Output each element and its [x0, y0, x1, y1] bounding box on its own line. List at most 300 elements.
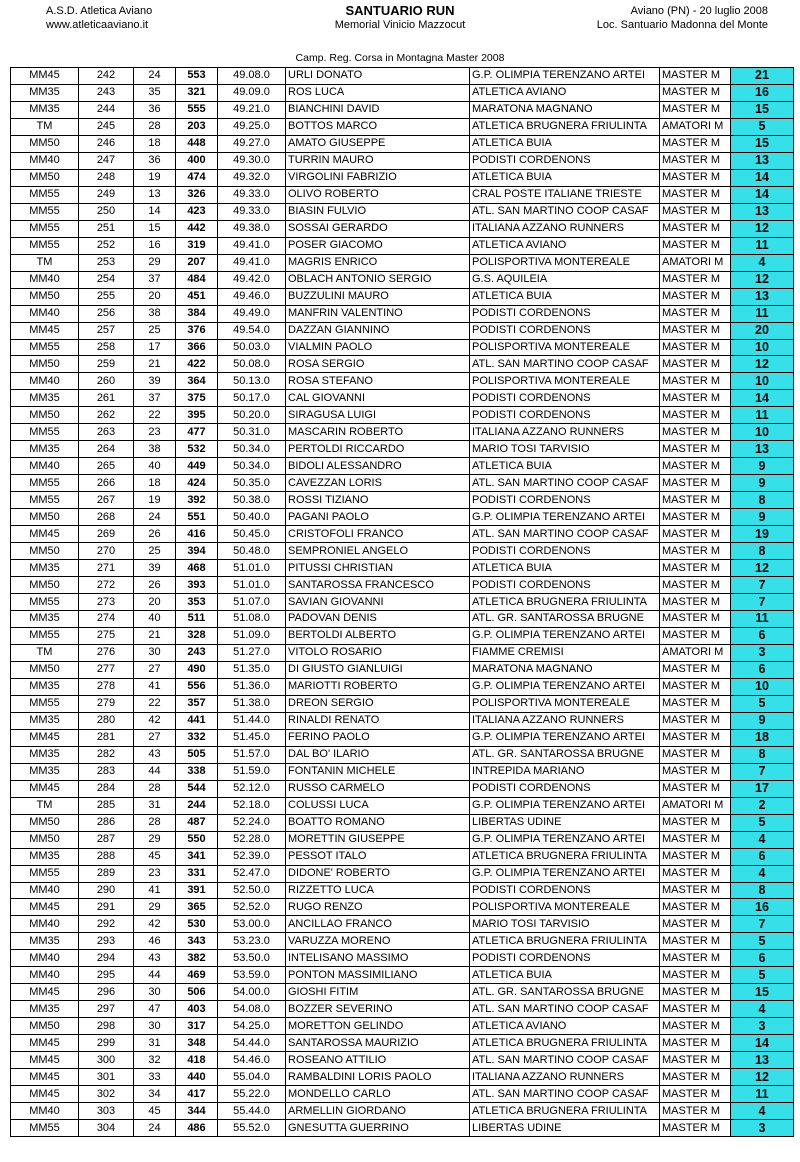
class-cell: AMATORI M	[660, 644, 731, 661]
category-position-cell: 28	[134, 814, 176, 831]
points-cell: 12	[731, 220, 794, 237]
overall-position-cell: 255	[79, 288, 134, 305]
class-cell: MASTER M	[660, 186, 731, 203]
category-position-cell: 24	[134, 68, 176, 85]
athlete-name-cell: POSER GIACOMO	[286, 237, 470, 254]
time-cell: 52.24.0	[218, 814, 286, 831]
points-cell: 21	[731, 68, 794, 85]
bib-number-cell: 555	[176, 101, 218, 118]
bib-number-cell: 207	[176, 254, 218, 271]
points-cell: 3	[731, 1120, 794, 1137]
table-row	[11, 152, 794, 169]
category-position-cell: 30	[134, 984, 176, 1001]
athlete-name-cell: SOSSAI GERARDO	[286, 220, 470, 237]
bib-number-cell: 551	[176, 509, 218, 526]
time-cell: 55.44.0	[218, 1103, 286, 1120]
overall-position-cell: 304	[79, 1120, 134, 1137]
time-cell: 51.45.0	[218, 729, 286, 746]
overall-position-cell: 264	[79, 441, 134, 458]
table-row	[11, 899, 794, 916]
overall-position-cell: 257	[79, 322, 134, 339]
overall-position-cell: 299	[79, 1035, 134, 1052]
points-cell: 9	[731, 458, 794, 475]
category-cell: MM50	[11, 509, 79, 526]
athlete-name-cell: ANCILLAO FRANCO	[286, 916, 470, 933]
athlete-name-cell: TURRIN MAURO	[286, 152, 470, 169]
points-cell: 11	[731, 305, 794, 322]
table-row	[11, 577, 794, 594]
team-cell: CRAL POSTE ITALIANE TRIESTE	[470, 186, 660, 203]
athlete-name-cell: ROSEANO ATTILIO	[286, 1052, 470, 1069]
points-cell: 5	[731, 118, 794, 135]
class-cell: MASTER M	[660, 101, 731, 118]
points-cell: 20	[731, 322, 794, 339]
category-position-cell: 23	[134, 424, 176, 441]
table-row	[11, 458, 794, 475]
category-position-cell: 24	[134, 509, 176, 526]
category-cell: MM40	[11, 373, 79, 390]
table-row	[11, 1103, 794, 1120]
athlete-name-cell: VARUZZA MORENO	[286, 933, 470, 950]
category-position-cell: 37	[134, 271, 176, 288]
athlete-name-cell: BOTTOS MARCO	[286, 118, 470, 135]
bib-number-cell: 544	[176, 780, 218, 797]
bib-number-cell: 505	[176, 746, 218, 763]
category-cell: MM35	[11, 560, 79, 577]
athlete-name-cell: RUGO RENZO	[286, 899, 470, 916]
class-cell: MASTER M	[660, 152, 731, 169]
category-position-cell: 19	[134, 169, 176, 186]
team-cell: ATL. GR. SANTAROSSA BRUGNE	[470, 984, 660, 1001]
class-cell: MASTER M	[660, 407, 731, 424]
class-cell: MASTER M	[660, 1001, 731, 1018]
points-cell: 13	[731, 1052, 794, 1069]
bib-number-cell: 422	[176, 356, 218, 373]
time-cell: 52.50.0	[218, 882, 286, 899]
team-cell: G.P. OLIMPIA TERENZANO ARTEI	[470, 627, 660, 644]
team-cell: PODISTI CORDENONS	[470, 305, 660, 322]
bib-number-cell: 532	[176, 441, 218, 458]
category-position-cell: 43	[134, 950, 176, 967]
overall-position-cell: 267	[79, 492, 134, 509]
athlete-name-cell: VIALMIN PAOLO	[286, 339, 470, 356]
team-cell: PODISTI CORDENONS	[470, 780, 660, 797]
category-position-cell: 25	[134, 322, 176, 339]
team-cell: ATLETICA BRUGNERA FRIULINTA	[470, 118, 660, 135]
category-position-cell: 33	[134, 1069, 176, 1086]
category-cell: MM40	[11, 458, 79, 475]
time-cell: 49.30.0	[218, 152, 286, 169]
table-row	[11, 356, 794, 373]
bib-number-cell: 357	[176, 695, 218, 712]
bib-number-cell: 341	[176, 848, 218, 865]
athlete-name-cell: AMATO GIUSEPPE	[286, 135, 470, 152]
category-cell: MM55	[11, 339, 79, 356]
athlete-name-cell: RAMBALDINI LORIS PAOLO	[286, 1069, 470, 1086]
bib-number-cell: 244	[176, 797, 218, 814]
athlete-name-cell: BOATTO ROMANO	[286, 814, 470, 831]
table-row	[11, 1018, 794, 1035]
points-cell: 9	[731, 712, 794, 729]
time-cell: 50.34.0	[218, 441, 286, 458]
team-cell: ATL. SAN MARTINO COOP CASAF	[470, 475, 660, 492]
points-cell: 9	[731, 475, 794, 492]
team-cell: ATLETICA BRUGNERA FRIULINTA	[470, 1103, 660, 1120]
class-cell: MASTER M	[660, 305, 731, 322]
bib-number-cell: 353	[176, 594, 218, 611]
athlete-name-cell: GNESUTTA GUERRINO	[286, 1120, 470, 1137]
time-cell: 49.25.0	[218, 118, 286, 135]
category-cell: MM35	[11, 101, 79, 118]
points-cell: 8	[731, 492, 794, 509]
athlete-name-cell: ROSA STEFANO	[286, 373, 470, 390]
class-cell: MASTER M	[660, 1103, 731, 1120]
category-cell: MM50	[11, 356, 79, 373]
bib-number-cell: 375	[176, 390, 218, 407]
bib-number-cell: 403	[176, 1001, 218, 1018]
category-cell: MM45	[11, 984, 79, 1001]
team-cell: POLISPORTIVA MONTEREALE	[470, 254, 660, 271]
table-row	[11, 1120, 794, 1137]
class-cell: MASTER M	[660, 526, 731, 543]
bib-number-cell: 530	[176, 916, 218, 933]
time-cell: 52.52.0	[218, 899, 286, 916]
team-cell: ATLETICA BUIA	[470, 169, 660, 186]
time-cell: 50.48.0	[218, 543, 286, 560]
category-position-cell: 34	[134, 1086, 176, 1103]
bib-number-cell: 441	[176, 712, 218, 729]
athlete-name-cell: RIZZETTO LUCA	[286, 882, 470, 899]
athlete-name-cell: PAGANI PAOLO	[286, 509, 470, 526]
overall-position-cell: 282	[79, 746, 134, 763]
category-position-cell: 21	[134, 356, 176, 373]
athlete-name-cell: MONDELLO CARLO	[286, 1086, 470, 1103]
athlete-name-cell: PESSOT ITALO	[286, 848, 470, 865]
overall-position-cell: 242	[79, 68, 134, 85]
time-cell: 49.09.0	[218, 84, 286, 101]
overall-position-cell: 290	[79, 882, 134, 899]
table-row	[11, 1052, 794, 1069]
overall-position-cell: 244	[79, 101, 134, 118]
category-position-cell: 41	[134, 678, 176, 695]
class-cell: MASTER M	[660, 729, 731, 746]
points-cell: 11	[731, 237, 794, 254]
points-cell: 16	[731, 899, 794, 916]
team-cell: PODISTI CORDENONS	[470, 492, 660, 509]
overall-position-cell: 251	[79, 220, 134, 237]
points-cell: 18	[731, 729, 794, 746]
team-cell: ATL. SAN MARTINO COOP CASAF	[470, 526, 660, 543]
class-cell: MASTER M	[660, 390, 731, 407]
class-cell: MASTER M	[660, 933, 731, 950]
points-cell: 10	[731, 678, 794, 695]
bib-number-cell: 440	[176, 1069, 218, 1086]
category-position-cell: 44	[134, 967, 176, 984]
bib-number-cell: 331	[176, 865, 218, 882]
time-cell: 50.08.0	[218, 356, 286, 373]
category-position-cell: 37	[134, 390, 176, 407]
overall-position-cell: 285	[79, 797, 134, 814]
points-cell: 7	[731, 763, 794, 780]
points-cell: 14	[731, 1035, 794, 1052]
category-cell: MM40	[11, 950, 79, 967]
team-cell: ATLETICA BRUGNERA FRIULINTA	[470, 933, 660, 950]
table-row	[11, 780, 794, 797]
bib-number-cell: 319	[176, 237, 218, 254]
bib-number-cell: 442	[176, 220, 218, 237]
bib-number-cell: 400	[176, 152, 218, 169]
category-position-cell: 47	[134, 1001, 176, 1018]
points-cell: 13	[731, 441, 794, 458]
table-row	[11, 916, 794, 933]
class-cell: MASTER M	[660, 560, 731, 577]
overall-position-cell: 268	[79, 509, 134, 526]
category-cell: MM50	[11, 831, 79, 848]
athlete-name-cell: DREON SERGIO	[286, 695, 470, 712]
points-cell: 12	[731, 271, 794, 288]
overall-position-cell: 279	[79, 695, 134, 712]
overall-position-cell: 303	[79, 1103, 134, 1120]
time-cell: 53.59.0	[218, 967, 286, 984]
class-cell: MASTER M	[660, 984, 731, 1001]
bib-number-cell: 394	[176, 543, 218, 560]
time-cell: 51.07.0	[218, 594, 286, 611]
class-cell: MASTER M	[660, 831, 731, 848]
athlete-name-cell: OBLACH ANTONIO SERGIO	[286, 271, 470, 288]
time-cell: 51.44.0	[218, 712, 286, 729]
category-position-cell: 23	[134, 865, 176, 882]
class-cell: MASTER M	[660, 237, 731, 254]
category-cell: MM55	[11, 475, 79, 492]
table-row	[11, 814, 794, 831]
points-cell: 13	[731, 152, 794, 169]
category-position-cell: 40	[134, 458, 176, 475]
overall-position-cell: 288	[79, 848, 134, 865]
class-cell: MASTER M	[660, 84, 731, 101]
class-cell: MASTER M	[660, 509, 731, 526]
category-cell: MM35	[11, 678, 79, 695]
category-cell: MM55	[11, 186, 79, 203]
class-cell: MASTER M	[660, 814, 731, 831]
table-row	[11, 492, 794, 509]
time-cell: 50.17.0	[218, 390, 286, 407]
table-row	[11, 101, 794, 118]
team-cell: POLISPORTIVA MONTEREALE	[470, 373, 660, 390]
points-cell: 6	[731, 950, 794, 967]
category-position-cell: 42	[134, 712, 176, 729]
class-cell: MASTER M	[660, 746, 731, 763]
table-row	[11, 118, 794, 135]
athlete-name-cell: DAL BO' ILARIO	[286, 746, 470, 763]
class-cell: AMATORI M	[660, 797, 731, 814]
time-cell: 51.09.0	[218, 627, 286, 644]
overall-position-cell: 245	[79, 118, 134, 135]
time-cell: 50.03.0	[218, 339, 286, 356]
event-subtitle: Memorial Vinicio Mazzocut	[334, 19, 466, 31]
class-cell: MASTER M	[660, 1120, 731, 1137]
overall-position-cell: 276	[79, 644, 134, 661]
time-cell: 51.38.0	[218, 695, 286, 712]
overall-position-cell: 259	[79, 356, 134, 373]
category-cell: MM45	[11, 1086, 79, 1103]
bib-number-cell: 365	[176, 899, 218, 916]
athlete-name-cell: SAVIAN GIOVANNI	[286, 594, 470, 611]
time-cell: 51.57.0	[218, 746, 286, 763]
table-row	[11, 339, 794, 356]
bib-number-cell: 343	[176, 933, 218, 950]
points-cell: 14	[731, 390, 794, 407]
points-cell: 15	[731, 135, 794, 152]
team-cell: G.P. OLIMPIA TERENZANO ARTEI	[470, 865, 660, 882]
overall-position-cell: 247	[79, 152, 134, 169]
athlete-name-cell: GIOSHI FITIM	[286, 984, 470, 1001]
bib-number-cell: 449	[176, 458, 218, 475]
time-cell: 49.33.0	[218, 203, 286, 220]
time-cell: 49.46.0	[218, 288, 286, 305]
overall-position-cell: 261	[79, 390, 134, 407]
class-cell: MASTER M	[660, 611, 731, 628]
team-cell: PODISTI CORDENONS	[470, 152, 660, 169]
athlete-name-cell: BIANCHINI DAVID	[286, 101, 470, 118]
bib-number-cell: 474	[176, 169, 218, 186]
table-row	[11, 627, 794, 644]
category-position-cell: 42	[134, 916, 176, 933]
team-cell: POLISPORTIVA MONTEREALE	[470, 899, 660, 916]
class-cell: MASTER M	[660, 373, 731, 390]
time-cell: 49.42.0	[218, 271, 286, 288]
points-cell: 4	[731, 254, 794, 271]
athlete-name-cell: BUZZULINI MAURO	[286, 288, 470, 305]
bib-number-cell: 451	[176, 288, 218, 305]
category-position-cell: 29	[134, 899, 176, 916]
time-cell: 53.23.0	[218, 933, 286, 950]
class-cell: MASTER M	[660, 1035, 731, 1052]
overall-position-cell: 291	[79, 899, 134, 916]
class-cell: MASTER M	[660, 661, 731, 678]
team-cell: POLISPORTIVA MONTEREALE	[470, 339, 660, 356]
class-cell: MASTER M	[660, 203, 731, 220]
results-body	[11, 68, 794, 1137]
class-cell: MASTER M	[660, 899, 731, 916]
category-cell: MM35	[11, 84, 79, 101]
points-cell: 2	[731, 797, 794, 814]
team-cell: FIAMME CREMISI	[470, 644, 660, 661]
table-row	[11, 475, 794, 492]
time-cell: 49.41.0	[218, 237, 286, 254]
athlete-name-cell: SEMPRONIEL ANGELO	[286, 543, 470, 560]
category-position-cell: 19	[134, 492, 176, 509]
category-position-cell: 15	[134, 220, 176, 237]
time-cell: 49.49.0	[218, 305, 286, 322]
bib-number-cell: 391	[176, 882, 218, 899]
points-cell: 17	[731, 780, 794, 797]
time-cell: 51.01.0	[218, 577, 286, 594]
overall-position-cell: 274	[79, 611, 134, 628]
team-cell: MARATONA MAGNANO	[470, 101, 660, 118]
overall-position-cell: 278	[79, 678, 134, 695]
organizer-block	[46, 4, 152, 32]
category-cell: MM55	[11, 627, 79, 644]
athlete-name-cell: VITOLO ROSARIO	[286, 644, 470, 661]
class-cell: MASTER M	[660, 1018, 731, 1035]
overall-position-cell: 254	[79, 271, 134, 288]
category-position-cell: 22	[134, 695, 176, 712]
overall-position-cell: 293	[79, 933, 134, 950]
team-cell: ATLETICA BUIA	[470, 458, 660, 475]
class-cell: MASTER M	[660, 322, 731, 339]
organizer-name: A.S.D. Atletica Aviano	[46, 5, 153, 17]
table-row	[11, 407, 794, 424]
bib-number-cell: 376	[176, 322, 218, 339]
points-cell: 4	[731, 865, 794, 882]
category-position-cell: 45	[134, 848, 176, 865]
class-cell: MASTER M	[660, 848, 731, 865]
overall-position-cell: 253	[79, 254, 134, 271]
category-cell: MM55	[11, 865, 79, 882]
team-cell: PODISTI CORDENONS	[470, 543, 660, 560]
team-cell: MARIO TOSI TARVISIO	[470, 441, 660, 458]
category-cell: MM35	[11, 746, 79, 763]
bib-number-cell: 418	[176, 1052, 218, 1069]
time-cell: 54.00.0	[218, 984, 286, 1001]
category-cell: MM50	[11, 577, 79, 594]
time-cell: 51.35.0	[218, 661, 286, 678]
athlete-name-cell: VIRGOLINI FABRIZIO	[286, 169, 470, 186]
table-row	[11, 1086, 794, 1103]
time-cell: 50.45.0	[218, 526, 286, 543]
athlete-name-cell: CAVEZZAN LORIS	[286, 475, 470, 492]
overall-position-cell: 263	[79, 424, 134, 441]
class-cell: MASTER M	[660, 356, 731, 373]
bib-number-cell: 328	[176, 627, 218, 644]
team-cell: PODISTI CORDENONS	[470, 882, 660, 899]
class-cell: MASTER M	[660, 627, 731, 644]
time-cell: 49.33.0	[218, 186, 286, 203]
team-cell: ITALIANA AZZANO RUNNERS	[470, 424, 660, 441]
overall-position-cell: 295	[79, 967, 134, 984]
points-cell: 15	[731, 984, 794, 1001]
category-cell: MM55	[11, 594, 79, 611]
category-position-cell: 24	[134, 1120, 176, 1137]
category-position-cell: 18	[134, 475, 176, 492]
athlete-name-cell: BIDOLI ALESSANDRO	[286, 458, 470, 475]
table-row	[11, 984, 794, 1001]
category-cell: MM40	[11, 152, 79, 169]
time-cell: 52.39.0	[218, 848, 286, 865]
table-row	[11, 644, 794, 661]
time-cell: 49.21.0	[218, 101, 286, 118]
athlete-name-cell: PONTON MASSIMILIANO	[286, 967, 470, 984]
athlete-name-cell: MASCARIN ROBERTO	[286, 424, 470, 441]
team-cell: ATL. SAN MARTINO COOP CASAF	[470, 1052, 660, 1069]
table-row	[11, 950, 794, 967]
table-row	[11, 390, 794, 407]
bib-number-cell: 393	[176, 577, 218, 594]
category-position-cell: 21	[134, 627, 176, 644]
table-row	[11, 797, 794, 814]
time-cell: 52.12.0	[218, 780, 286, 797]
class-cell: AMATORI M	[660, 254, 731, 271]
overall-position-cell: 262	[79, 407, 134, 424]
overall-position-cell: 284	[79, 780, 134, 797]
overall-position-cell: 273	[79, 594, 134, 611]
bib-number-cell: 424	[176, 475, 218, 492]
overall-position-cell: 246	[79, 135, 134, 152]
bib-number-cell: 417	[176, 1086, 218, 1103]
bib-number-cell: 395	[176, 407, 218, 424]
category-position-cell: 25	[134, 543, 176, 560]
table-row	[11, 526, 794, 543]
